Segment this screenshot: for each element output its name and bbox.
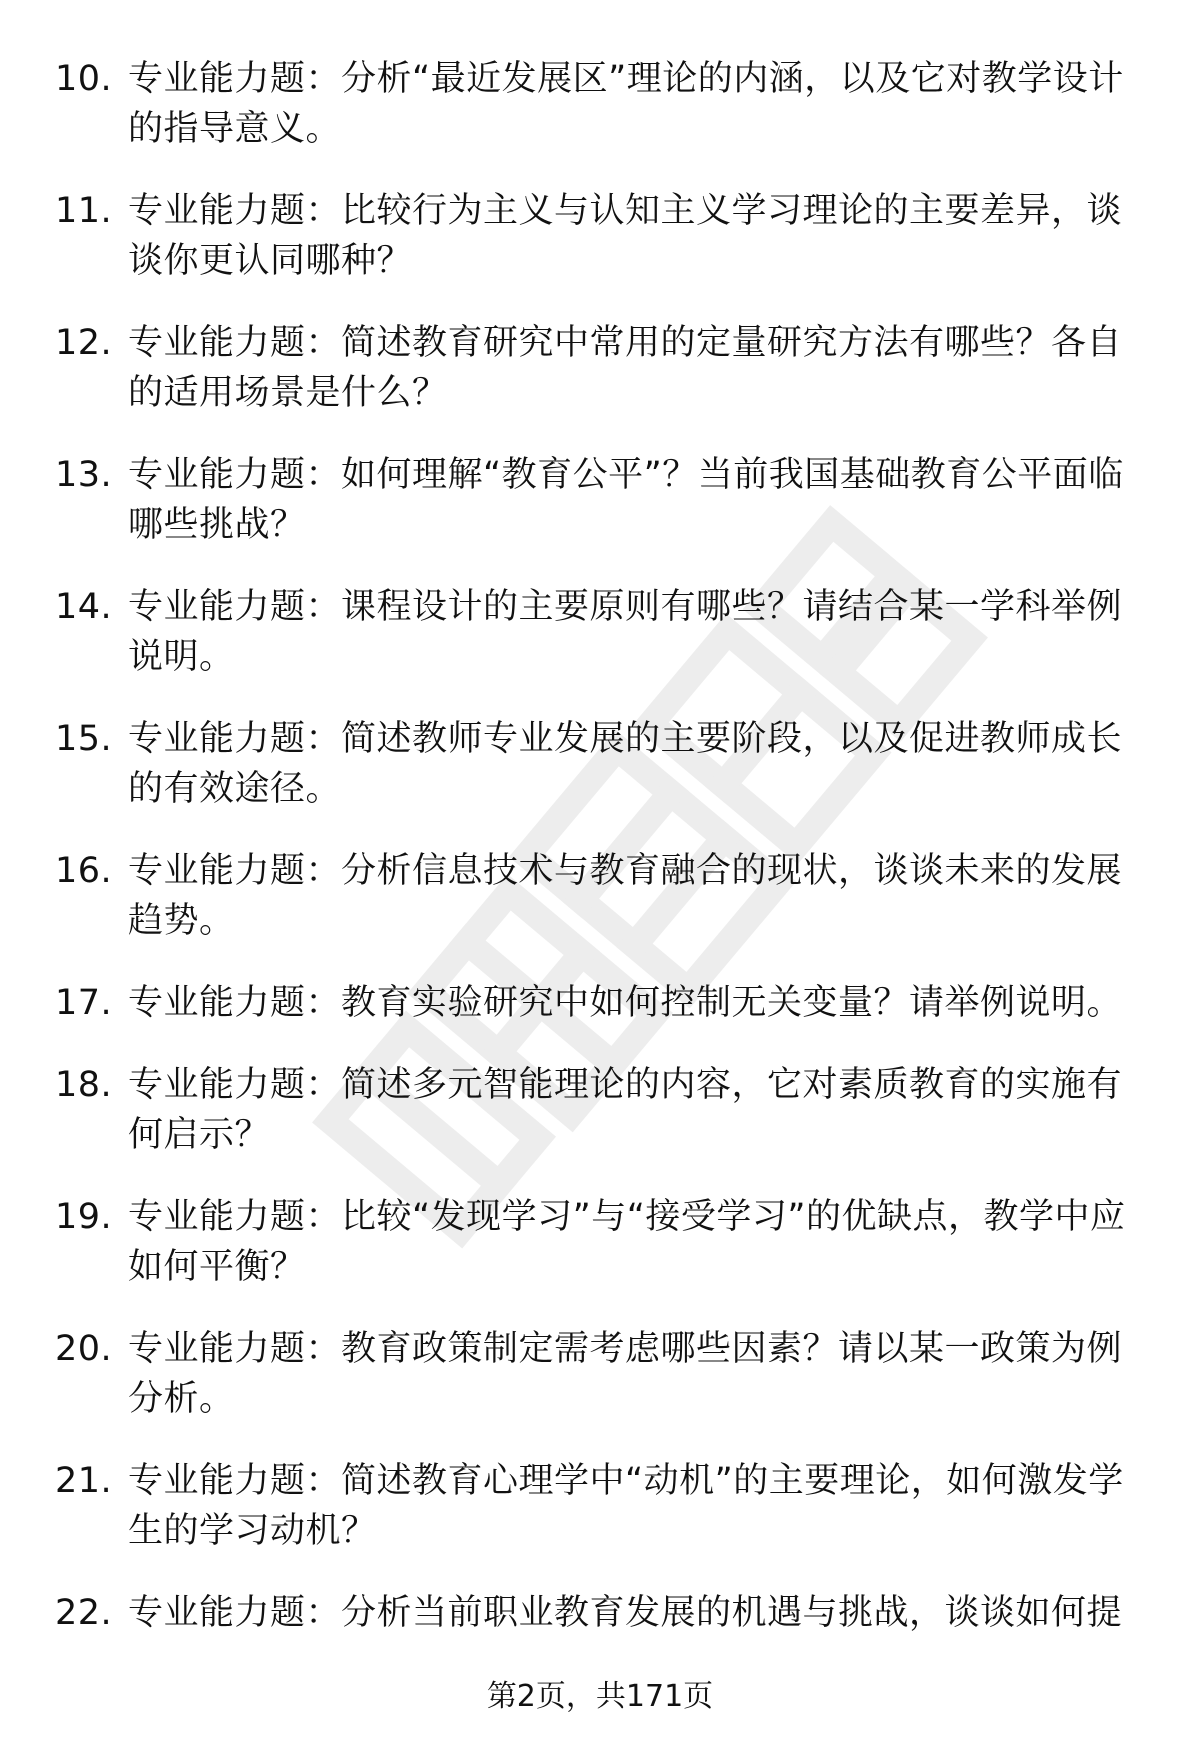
question-number: 12. xyxy=(55,323,113,363)
question-text: 专业能力题：教育政策制定需考虑哪些因素？请以某一政策为例分析。 xyxy=(128,1329,1123,1419)
question-text: 专业能力题：分析“最近发展区”理论的内涵，以及它对教学设计的指导意义。 xyxy=(128,59,1124,149)
list-item xyxy=(0,450,1138,550)
question-text: 专业能力题：比较行为主义与认知主义学习理论的主要差异，谈谈你更认同哪种？ xyxy=(128,191,1123,281)
question-text: 专业能力题：简述教育心理学中“动机”的主要理论，如何激发学生的学习动机？ xyxy=(128,1461,1124,1551)
question-text: 专业能力题：分析当前职业教育发展的机遇与挑战，谈谈如何提 xyxy=(128,1593,1123,1633)
list-item xyxy=(0,1192,1138,1292)
question-text: 专业能力题：教育实验研究中如何控制无关变量？请举例说明。 xyxy=(128,983,1123,1023)
list-item xyxy=(0,1588,1138,1638)
question-text: 专业能力题：课程设计的主要原则有哪些？请结合某一学科举例说明。 xyxy=(128,587,1123,677)
question-number: 10. xyxy=(55,59,113,99)
question-text: 专业能力题：简述教育研究中常用的定量研究方法有哪些？各自的适用场景是什么？ xyxy=(128,323,1123,413)
list-item xyxy=(0,318,1138,418)
list-item xyxy=(0,1456,1138,1556)
question-number: 16. xyxy=(55,851,113,891)
question-number: 13. xyxy=(55,455,113,495)
question-number: 22. xyxy=(55,1593,113,1633)
list-item xyxy=(0,978,1138,1028)
question-number: 21. xyxy=(55,1461,113,1501)
question-text: 专业能力题：如何理解“教育公平”？当前我国基础教育公平面临哪些挑战？ xyxy=(128,455,1124,545)
list-item xyxy=(0,1060,1138,1160)
question-text: 专业能力题：简述教师专业发展的主要阶段，以及促进教师成长的有效途径。 xyxy=(128,719,1123,809)
question-list xyxy=(0,54,1200,1670)
question-number: 18. xyxy=(55,1065,113,1105)
list-item xyxy=(0,54,1138,154)
question-number: 15. xyxy=(55,719,113,759)
question-number: 11. xyxy=(55,191,113,231)
question-number: 14. xyxy=(55,587,113,627)
list-item xyxy=(0,846,1138,946)
list-item xyxy=(0,186,1138,286)
list-item xyxy=(0,714,1138,814)
question-text: 专业能力题：分析信息技术与教育融合的现状，谈谈未来的发展趋势。 xyxy=(128,851,1123,941)
list-item xyxy=(0,1324,1138,1424)
question-number: 20. xyxy=(55,1329,113,1369)
question-number: 19. xyxy=(55,1197,113,1237)
list-item xyxy=(0,582,1138,682)
question-text: 专业能力题：比较“发现学习”与“接受学习”的优缺点，教学中应如何平衡？ xyxy=(128,1197,1126,1287)
page-number-footer: 第2页，共171页 xyxy=(486,1679,714,1714)
question-number: 17. xyxy=(55,983,113,1023)
question-text: 专业能力题：简述多元智能理论的内容，它对素质教育的实施有何启示？ xyxy=(128,1065,1123,1155)
